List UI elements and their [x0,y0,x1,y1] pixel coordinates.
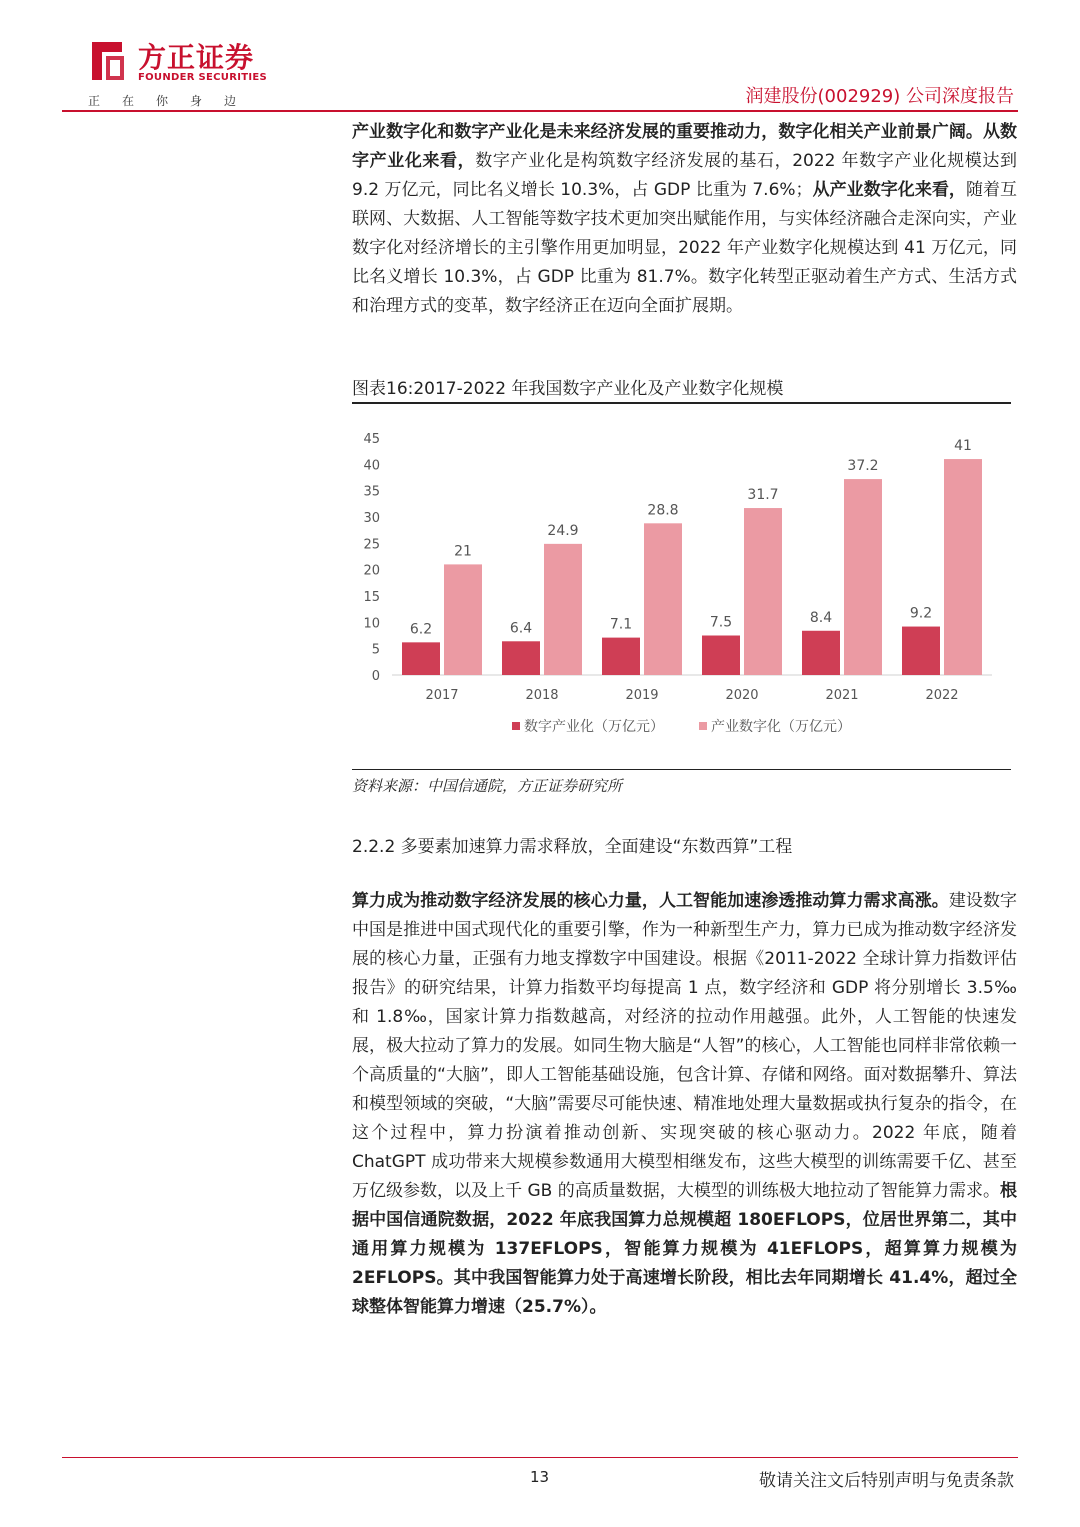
para1-text-b: 随着互联网、大数据、人工智能等数字技术更加突出赋能作用，与实体经济融合走深向实，产业数字化对经济增长的主引擎作用更加明显，2022 年产业数字化规模达到 41 万亿元，同比名义增长 10.3%，占 GDP 比重为 81.7%。数字化转型正驱动着生产方式、生活方式和治理方式的变革，数字经济正在迈向全面扩展期。 [352,180,1018,316]
para2-text: 建设数字中国是推进中国式现代化的重要引擎，作为一种新型生产力，算力已成为推动数字经济发展的核心力量，正强有力地支撑数字中国建设。根据《2011-2022 全球计算力指数评估报告》的研究结果，计算力指数平均每提高 1 点，数字经济和 GDP 将分别增长 3.5‰和 1.8‰，国家计算力指数越高，对经济的拉动作用越强。此外，人工智能的快速发展，极大拉动了算力的发展。如同生物大脑是“人智”的核心，人工智能也同样非常依赖一个高质量的“大脑”，即人工智能基础设施，包含计算、存储和网络。面对数据攀升、算法和模型领域的突破，“大脑”需要尽可能快速、精准地处理大量数据或执行复杂的指令，在这个过程中，算力扮演着推动创新、实现突破的核心驱动力。2022 年底，随着 ChatGPT 成功带来大规模参数通用大模型相继发布，这些大模型的训练需要千亿、甚至万亿级参数，以及上千 GB 的高质量数据，大模型的训练极大地拉动了智能算力需求。 [352,891,1018,1201]
x-tick-label: 2017 [425,688,459,703]
y-tick-label: 30 [363,511,380,526]
data-label: 9.2 [909,605,933,622]
y-tick-label: 5 [371,642,380,658]
y-tick-label: 35 [363,484,380,500]
header-divider [62,110,1018,112]
bar-industrial-digitalization [444,564,482,675]
data-label: 37.2 [847,458,879,475]
bar-digital-industrialization [702,636,740,676]
bar-industrial-digitalization [544,544,582,675]
source-rule [352,769,1011,770]
bar-chart [352,410,1012,760]
logo-english-name: FOUNDER SECURITIES [138,72,268,83]
data-label: 41 [954,438,972,455]
y-tick-label: 25 [363,537,380,553]
bar-industrial-digitalization [844,479,882,675]
bar-digital-industrialization [802,631,840,675]
legend-swatch [699,722,707,730]
para2-bold-tail: 根据中国信通院数据，2022 年底我国算力总规模超 180EFLOPS，位居世界第二，其中通用算力规模为 137EFLOPS，智能算力规模为 41EFLOPS，超算算力规模为 2EFLOPS。其中我国智能算力处于高速增长阶段，相比去年同期增长 41.4%，超过全球整体智能算力增速（25.7%）。 [352,1181,1017,1317]
legend-label: 产业数字化（万亿元） [711,719,851,735]
x-tick-label: 2019 [625,688,659,703]
bar-industrial-digitalization [644,523,682,675]
y-tick-label: 10 [363,616,380,632]
para1-bold-lead: 产业数字化和数字产业化是未来经济发展的重要推动力，数字化相关产业前景广阔。从数字产业化来看， [352,122,1017,171]
bar-digital-industrialization [902,627,940,675]
x-tick-label: 2018 [525,688,559,703]
paragraph-digital-industry [352,118,1017,321]
data-label: 21 [454,543,472,560]
data-label: 24.9 [547,522,579,539]
bar-digital-industrialization [602,638,640,675]
y-tick-label: 45 [363,432,380,447]
figure-caption: 图表16:2017-2022 年我国数字产业化及产业数字化规模 [352,379,784,399]
source-note: 资料来源：中国信通院，方正证券研究所 [352,777,623,795]
caption-rule [352,402,1011,404]
data-label: 7.5 [709,614,733,631]
bar-industrial-digitalization [944,459,982,675]
x-tick-label: 2022 [925,688,959,703]
data-label: 8.4 [809,609,833,626]
report-title: 润建股份(002929) 公司深度报告 [745,86,1014,107]
bar-industrial-digitalization [744,508,782,675]
para2-bold-lead: 算力成为推动数字经济发展的核心力量，人工智能加速渗透推动算力需求高涨。 [352,891,949,911]
data-label: 31.7 [747,487,779,504]
para1-bold-mid: 从产业数字化来看， [812,180,966,200]
para1-text-a: 数字产业化是构筑数字经济发展的基石，2022 年数字产业化规模达到 9.2 万亿元，同比名义增长 10.3%，占 GDP 比重为 7.6%； [352,151,1017,200]
disclaimer-note: 敬请关注文后特别声明与免责条款 [759,1471,1014,1491]
y-tick-label: 0 [371,669,380,684]
page-number: 13 [530,1468,550,1486]
x-tick-label: 2021 [825,688,859,703]
slogan: 正在你身边 [88,94,259,108]
section-heading: 2.2.2 多要素加速算力需求释放，全面建设“东数西算”工程 [352,837,793,857]
bar-digital-industrialization [502,641,540,675]
legend-label: 数字产业化（万亿元） [524,719,664,735]
data-label: 28.8 [647,502,679,519]
logo-chinese-name: 方正证券 [138,41,255,74]
data-label: 7.1 [609,616,633,633]
y-tick-label: 40 [363,458,380,474]
paragraph-computing-power [352,887,1017,1322]
bar-digital-industrialization [402,642,440,675]
y-tick-label: 20 [363,563,380,579]
y-tick-label: 15 [363,590,380,605]
founder-logo-icon [88,38,128,84]
legend-swatch [512,722,520,730]
x-tick-label: 2020 [725,688,759,703]
data-label: 6.4 [509,620,533,637]
data-label: 6.2 [409,621,433,638]
footer-divider [62,1457,1018,1458]
